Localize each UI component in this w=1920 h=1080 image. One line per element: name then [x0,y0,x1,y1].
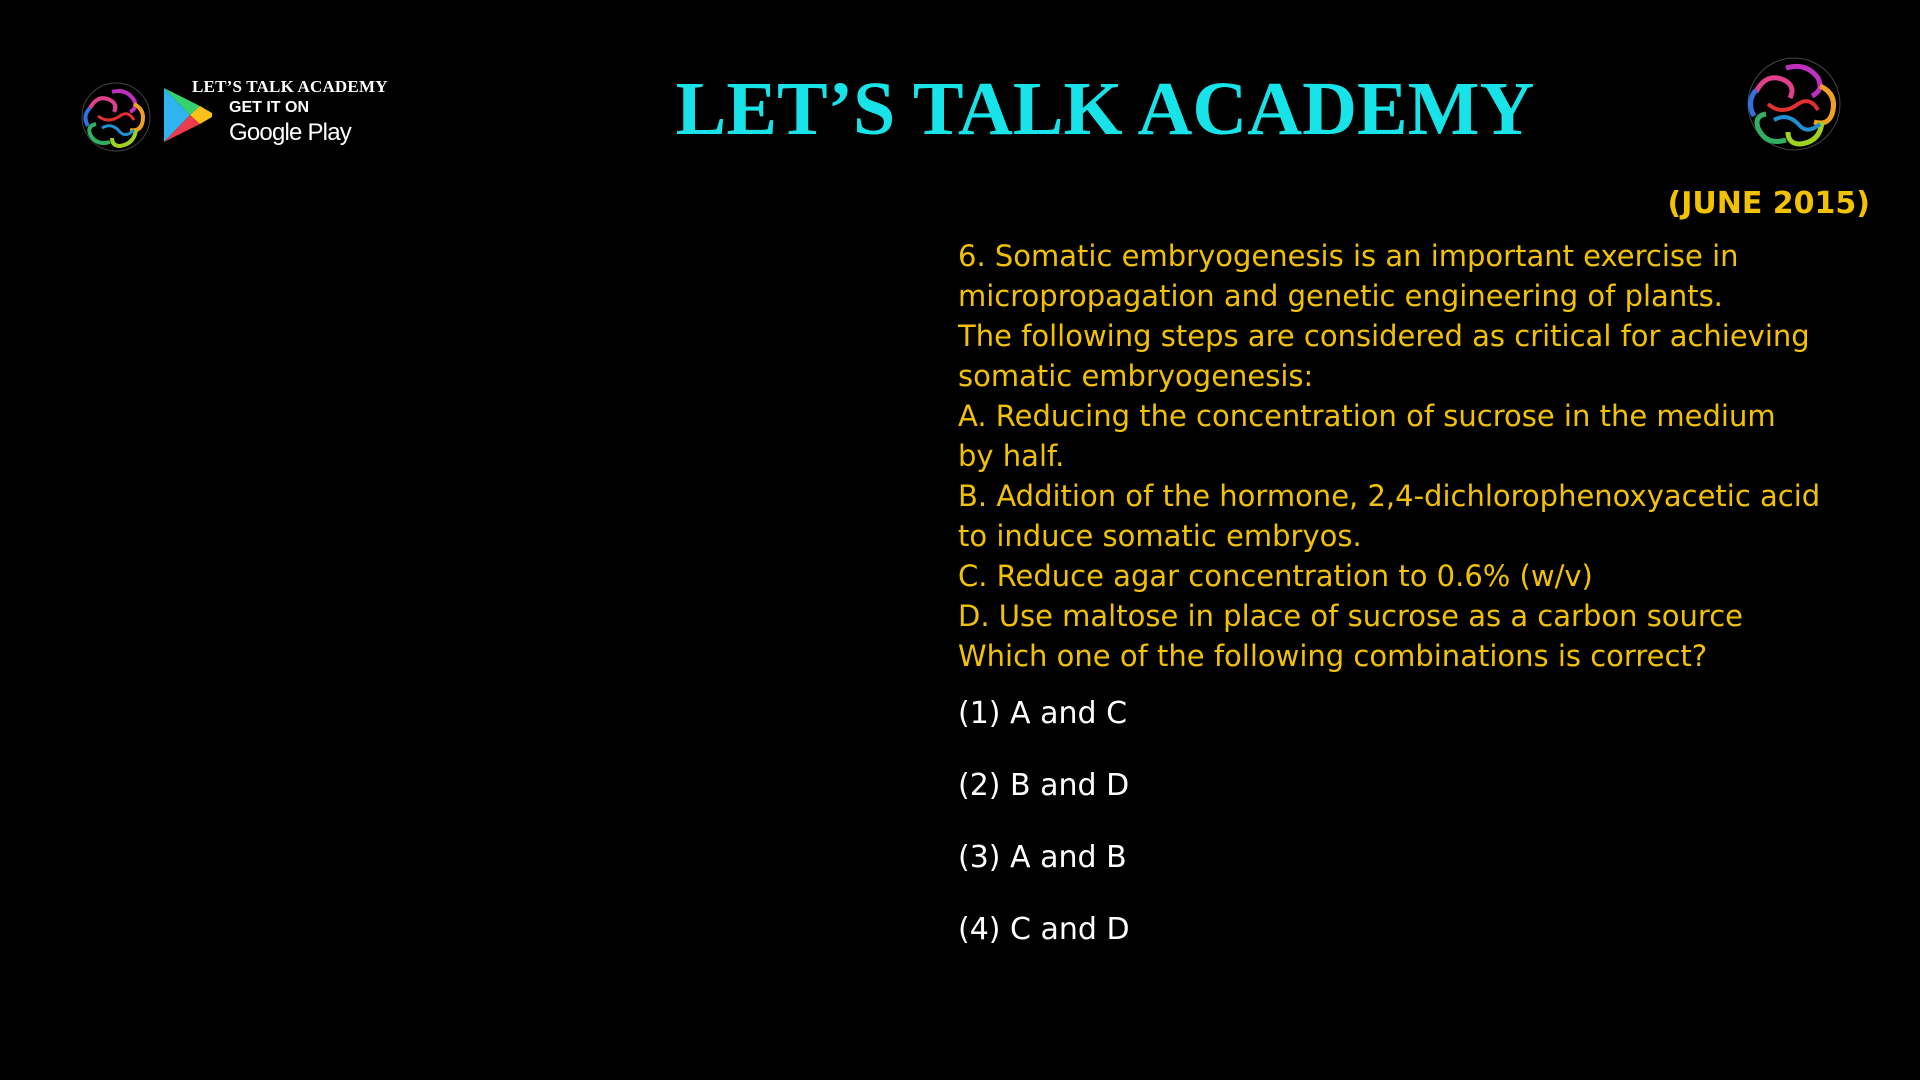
statement-b-cont: to induce somatic embryos. [958,519,1362,553]
molecule-logo-icon [1738,50,1850,158]
badge-academy-name: LET’S TALK ACADEMY [192,77,388,96]
statement-a: A. Reducing the concentration of sucrose in the medium [958,399,1776,433]
statement-b: B. Addition of the hormone, 2,4-dichlorophenoxyacetic acid [958,479,1821,513]
exam-session-label: (JUNE 2015) [1667,186,1870,221]
option-1[interactable]: (1) A and C [958,696,1128,731]
question-line: somatic embryogenesis: [958,359,1314,393]
option-4[interactable]: (4) C and D [958,912,1130,947]
question-line: 6. Somatic embryogenesis is an important exercise in [958,239,1739,273]
question-text [958,236,1888,676]
question-line: The following steps are considered as critical for achieving [958,319,1810,353]
question-line: micropropagation and genetic engineering of plants. [958,279,1723,313]
badge-google-play[interactable]: Google Play [229,119,351,146]
statement-a-cont: by half. [958,439,1065,473]
question-prompt: Which one of the following combinations is correct? [958,639,1708,673]
badge-get-it-on[interactable]: GET IT ON [229,99,309,116]
option-3[interactable]: (3) A and B [958,840,1127,875]
page-title: LET’S TALK ACADEMY [675,67,1535,151]
statement-c: C. Reduce agar concentration to 0.6% (w/v) [958,559,1593,593]
option-2[interactable]: (2) B and D [958,768,1130,803]
statement-d: D. Use maltose in place of sucrose as a carbon source [958,599,1743,633]
